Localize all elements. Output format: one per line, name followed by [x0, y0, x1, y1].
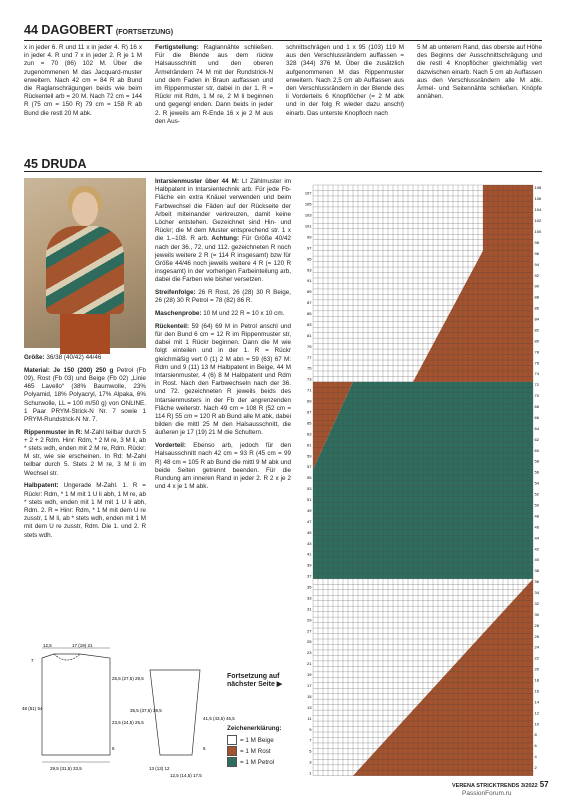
chart-row-label-right: 80 [534, 338, 539, 344]
chart-row-label-left: 65 [307, 420, 312, 426]
chart-row-label-right: 86 [534, 305, 539, 311]
chart-row-label-left: 105 [304, 201, 312, 207]
section-header-dagobert [24, 23, 542, 41]
chart-row-label-right: 26 [534, 633, 539, 639]
fertigstellung-text: Raglannähte schließen. Für die Blende aus dem rückw Halsausschnitt und den oberen Ärmelrändern 74 M mit der Rundstrick-N und dem Faden in Braun auffassen und im Rippenmuster str, dabei in der 1. R = Rückr mit Rdm, 1 M re, 2 M li beginnen und gegengl enden. Dann beids in jeder 2. R jeweils am R-Ende 16 x je 2 M aus den Aus- [155, 44, 273, 125]
legend-swatch-beige [227, 735, 237, 745]
vorder-text: Ebenso arb, jedoch für den Halsausschnitt nach 42 cm = 93 R (45 cm = 99 R) 48 cm = 105 R ab Bund die mittl 9 M abk und beide Seiten getrennt beenden. Für die Rundung am inneren Rand in jeder 2. R 2 x je 2 und 4 x je 1 M abk. [155, 442, 291, 491]
chart-row-label-right: 62 [534, 436, 539, 442]
section-title: 44 DAGOBERT [24, 23, 113, 37]
body-label-3: 7 [31, 658, 34, 663]
chart-row-label-left: 95 [307, 256, 312, 262]
groesse-para [24, 354, 146, 362]
chart-row-label-left: 69 [307, 398, 312, 404]
chart-row-label-right: 12 [534, 710, 539, 716]
chart-row-label-left: 3 [309, 759, 312, 765]
chart-row-label-right: 68 [534, 404, 539, 410]
chart-row-label-left: 5 [309, 748, 312, 754]
chart-row-label-right: 70 [534, 393, 539, 399]
streifen-label: Streifenfolge: [155, 289, 196, 297]
chart-row-label-right: 60 [534, 447, 539, 453]
chart-row-label-right: 36 [534, 579, 539, 585]
chart-row-label-right: 82 [534, 327, 539, 333]
intarsien-para [155, 178, 291, 285]
streifen-para [155, 289, 291, 305]
chart-row-label-right: 40 [534, 557, 539, 563]
chart-row-label-left: 107 [304, 190, 312, 196]
chart-row-label-right: 96 [534, 250, 539, 256]
chart-svg [301, 183, 547, 775]
body-label-1: 12,5 [43, 643, 52, 648]
chart-row-label-right: 46 [534, 524, 539, 530]
chart-row-label-right: 50 [534, 502, 539, 508]
chart-row-label-right: 16 [534, 688, 539, 694]
chart-row-label-left: 29 [307, 617, 312, 623]
chart-row-label-left: 35 [307, 584, 312, 590]
chart-row-label-left: 83 [307, 321, 312, 327]
chart-row-label-left: 103 [304, 212, 312, 218]
maschen-para [155, 310, 291, 318]
chart-row-label-right: 76 [534, 360, 539, 366]
chart-row-label-right: 106 [534, 196, 542, 202]
fertigstellung-label: Fertigstellung: [155, 44, 199, 51]
druda-col-2 [155, 178, 291, 496]
chart-row-label-right: 10 [534, 721, 539, 727]
body-label-8: 29,5 (31,5) 33,5 [50, 766, 82, 771]
chart-row-label-left: 97 [307, 245, 312, 251]
legend-item-petrol [227, 757, 282, 768]
legend-label-beige: = 1 M Beige [240, 737, 274, 744]
chart-row-label-right: 28 [534, 622, 539, 628]
chart-row-label-left: 63 [307, 431, 312, 437]
chart-row-label-right: 8 [534, 732, 537, 738]
chart-row-label-left: 41 [307, 551, 312, 557]
chart-row-label-right: 6 [534, 743, 537, 749]
sleeve-label-4: 13 (13) 12 [149, 766, 170, 771]
chart-row-label-left: 89 [307, 289, 312, 295]
dagobert-col-4 [417, 44, 542, 106]
rippen-label: Rippenmuster in R: [24, 428, 83, 436]
chart-row-label-left: 93 [307, 267, 312, 273]
chart-row-label-left: 43 [307, 540, 312, 546]
material-label: Material: Je 150 (200) 250 g [24, 366, 114, 374]
chart-row-label-right: 18 [534, 677, 539, 683]
chart-row-label-left: 75 [307, 365, 312, 371]
ruecken-text: 59 (64) 69 M in Petrol anschl und für den Bund 6 cm = 12 R im Rippenmuster str, dabei mit 1 Rückr beginnen. Dann die M wie folgt einteilen und in der 1. R = Rückr gleichmäßig vert 0 (1) 2 M abn = 59 (63) 67 M: Rdm und 9 (11) 13 M Halbpatent in Beige, 44 M Intarsienmuster, 4 (6) 8 M Halbpatent und Rdm in Rost. Nach den Farbwechseln nach der 36. und 72. gezeichneten R jeweils beids des Intarsienmusters in der Fb der angrenzenden Fläche weiterstr. Nach 49 cm = 108 R (52 cm = 114 R) 55 cm = 120 R ab Bund alle M abk, dabei bilden die mittl 25 M den Halsausschnitt, die äußeren je 17 (19) 21 M die Schultern. [155, 322, 291, 437]
legend-item-rost [227, 746, 282, 757]
chart-row-label-left: 49 [307, 507, 312, 513]
chart-row-label-right: 30 [534, 611, 539, 617]
dagobert-col-3 [286, 44, 404, 122]
dagobert-text-1: x in jeder 6. R und 11 x in jeder 4. R) 16 x in jeder 4. R und 7 x in jeder 2. R je 1 M zun = 70 (86) 102 M. Über die zugenommenen M das Jacquard-muster erweitern. Nach 42 cm = 84 R ab Bund die Raglanschrägungen beids wie beim Rückenteil arb = 20 M. Nach 72 cm = 144 R (75 cm = 150 R) 79 cm = 158 R ab Bund die restl 20 M abk. [24, 44, 142, 117]
photo-pants [60, 314, 110, 354]
chart-row-label-left: 79 [307, 343, 312, 349]
chart-row-label-left: 33 [307, 595, 312, 601]
body-label-6: 23,5 (24,5) 25,5 [112, 720, 144, 725]
chart-row-label-right: 58 [534, 458, 539, 464]
chart-row-label-left: 21 [307, 661, 312, 667]
halbpatent-text: Ungerade M-Zahl. 1. R = Rückr: Rdm, * 1 M mit 1 U li abh, 1 M re, ab * stets wdh, enden mit 1 M mit 1 U li abh, Rdm. 2. R = Hinr: Rdm, * 1 M mit dem U re zusstr, 1 M li, ab * stets wdh, enden mit 1 M mit dem U re zusstr, Rdm. Die 1. und 2. R stets wdh. [24, 482, 146, 539]
chart-row-label-right: 88 [534, 294, 539, 300]
sleeve-label-3: 6 [203, 746, 206, 751]
section-title-druda: 45 DRUDA [24, 157, 87, 171]
chart-row-label-right: 84 [534, 316, 539, 322]
chart-row-label-left: 11 [307, 715, 312, 721]
chart-row-label-left: 17 [307, 683, 312, 689]
vorder-label: Vorderteil: [155, 442, 187, 450]
body-label-5: 48 (51) 54 [22, 706, 43, 711]
achtung-label: Achtung: [208, 235, 240, 243]
dagobert-text-2 [155, 44, 273, 126]
chart-row-label-right: 2 [534, 765, 537, 771]
halbpatent-para [24, 482, 146, 539]
chart-row-label-right: 42 [534, 546, 539, 552]
chart-row-label-right: 92 [534, 272, 539, 278]
achtung-text: Für Größe 40/42 nach der 36., 72. und 112. gezeichneten R noch jeweils weitere 2 R (= 114 R insgesamt) bzw für Größe 44/46 noch jeweils weitere 4 R (= 120 R insgesamt) in der vorherigen Farbeinteilung arb, dabei die Farben wie bisher versetzen. [155, 235, 291, 284]
chart-row-label-left: 23 [307, 650, 312, 656]
legend-title: Zeichenerklärung: [227, 725, 282, 732]
chart-row-label-left: 31 [307, 606, 312, 612]
chart-row-label-right: 4 [534, 754, 537, 760]
ruecken-para [155, 323, 291, 438]
chart-row-label-right: 14 [534, 699, 539, 705]
chart-row-label-left: 81 [307, 332, 312, 338]
chart-row-label-left: 77 [307, 354, 312, 360]
chart-row-label-left: 7 [309, 737, 312, 743]
legend-item-beige [227, 735, 282, 746]
chart-row-label-left: 61 [307, 442, 312, 448]
streifen-text: 26 R Rost, 26 (28) 30 R Beige, 26 (28) 30 R Petrol = 78 (82) 86 R. [155, 289, 291, 305]
chart-row-label-left: 25 [307, 639, 312, 645]
section-header-druda [24, 157, 542, 172]
chart-row-label-right: 72 [534, 382, 539, 388]
chart-row-label-right: 38 [534, 568, 539, 574]
chart-row-label-left: 9 [309, 726, 312, 732]
chart-row-label-right: 32 [534, 600, 539, 606]
chart-row-label-right: 22 [534, 655, 539, 661]
chart-row-label-left: 37 [307, 573, 312, 579]
chart-row-label-left: 59 [307, 453, 312, 459]
maschen-label: Maschenprobe: [155, 310, 202, 318]
page-number: 57 [539, 780, 549, 789]
photo-sweater [46, 226, 124, 314]
chart-row-label-left: 27 [307, 628, 312, 634]
material-text: Petrol (Fb 09), Rost (Fb 03) und Beige (Fb 02) „Linie 465 Lavello“ (38% Baumwolle, 23% Polyamid, 18% Polyacryl, 17% Alpaka, 6% Schurwolle, LL = 100 m/50 g) von ONLINE. 1 Paar PRYM-Strick-N Nr. 7 sowie 1 PRYM-Rundstrick-N Nr. 7. [24, 366, 146, 423]
chart-row-label-left: 87 [307, 300, 312, 306]
chart-row-label-right: 78 [534, 349, 539, 355]
chart-row-label-left: 57 [307, 464, 312, 470]
chart-row-label-left: 71 [307, 387, 312, 393]
druda-col-1 [24, 354, 146, 544]
chart-row-label-right: 100 [534, 228, 542, 234]
chart-row-label-right: 48 [534, 513, 539, 519]
material-para [24, 367, 146, 424]
vorder-para [155, 442, 291, 491]
ruecken-label: Rückenteil: [155, 322, 189, 330]
legend-swatch-petrol [227, 757, 237, 767]
rippen-text: M-Zahl teilbar durch 5 + 2 + 2 Rdm. Hinr: Rdm, * 2 M re, 3 M li, ab * stets wdh, enden mit 2 M re, Rdm. Rückr: M str, wie sie erscheinen. In Rd: M-Zahl teilbar durch 5. Stets 2 M re, 3 M li im Wechsel str. [24, 428, 146, 477]
chart-row-label-right: 102 [534, 218, 542, 224]
intarsien-text: Lt Zählmuster im Halbpatent in Intarsientechnik arb. Für jede Fb-Fläche ein extra Knäuel verwenden und beim Farbwechsel die Fäden auf der Rückseite der Arbeit miteinander verkreuzen, damit keine Löcher entstehen. Gezeichnet sind Hin- und Rückr; die M dem Muster entsprechend str. 1 x die 1.–108. R arb. [155, 178, 291, 243]
chart-row-label-left: 67 [307, 409, 312, 415]
sleeve-label-1: 35,5 (37,5) 39,5 [130, 708, 162, 713]
model-photo [24, 178, 146, 348]
dagobert-text-3: schnittschrägen und 1 x 95 (103) 119 M aus den Verschlussrändern auffassen = 328 (344) 376 M. Über die zusätzlich aufgenommenen M das Rippenmuster erweitern. Nach 2,5 cm ab Auffassen aus den Verschlussrändern in der Blende des li Vorderteils 6 Knopflöcher (= 2 M abk und in der folg R wieder dazu anschl) einarb. Das unterste Knopfloch nach [286, 44, 404, 117]
chart-row-label-right: 54 [534, 480, 539, 486]
chart-row-label-right: 64 [534, 425, 539, 431]
chart-row-label-right: 90 [534, 283, 539, 289]
legend-swatch-rost [227, 746, 237, 756]
fortsetzung-note: Fortsetzung auf nächster Seite ▶ [227, 673, 283, 688]
schematic-drawings [20, 640, 235, 780]
dagobert-col-2 [155, 44, 273, 131]
halbpatent-label: Halbpatent: [24, 482, 59, 490]
rippen-para [24, 429, 146, 478]
chart-row-label-right: 56 [534, 469, 539, 475]
groesse-text: 36/38 (40/42) 44/46 [44, 354, 102, 361]
section-subtitle: (FORTSETZUNG) [115, 29, 174, 36]
knitting-chart [301, 183, 547, 780]
neck-curve [54, 654, 80, 660]
chart-row-label-left: 1 [309, 770, 312, 776]
chart-row-label-left: 53 [307, 486, 312, 492]
chart-row-label-right: 24 [534, 644, 539, 650]
chart-row-label-right: 104 [534, 207, 542, 213]
legend-label-rost: = 1 M Rost [240, 748, 271, 755]
body-label-7: 6 [112, 746, 115, 751]
chart-row-label-left: 47 [307, 518, 312, 524]
chart-row-label-left: 73 [307, 376, 312, 382]
chart-row-label-left: 55 [307, 475, 312, 481]
legend [227, 725, 282, 768]
chart-row-label-left: 39 [307, 562, 312, 568]
chart-row-label-right: 52 [534, 491, 539, 497]
chart-row-label-left: 99 [307, 234, 312, 240]
chart-row-label-left: 45 [307, 529, 312, 535]
chart-row-label-right: 44 [534, 535, 539, 541]
chart-row-label-right: 20 [534, 666, 539, 672]
chart-row-label-right: 98 [534, 239, 539, 245]
chart-row-label-left: 51 [307, 497, 312, 503]
watermark: PassionForum.ru [462, 790, 512, 797]
chart-row-label-left: 19 [307, 672, 312, 678]
chart-row-label-right: 94 [534, 261, 539, 267]
legend-label-petrol: = 1 M Petrol [240, 759, 275, 766]
dagobert-col-1 [24, 44, 142, 122]
dagobert-text-4: 5 M ab unterem Rand, das oberste auf Höhe des Beginns der Ausschnittschrägung und die restl 4 Knopflöcher gleichmäßig vert dazwischen einarb. Nach 5 cm ab Auffassen aus den Verschlussrändern alle M abk. Ärmel- und Seitennähte schließen. Knöpfe annähen. [417, 44, 542, 101]
body-label-4: 25,5 (27,5) 29,5 [112, 676, 144, 681]
photo-head [72, 192, 98, 226]
chart-row-label-left: 91 [307, 278, 312, 284]
sleeve-label-5: 12,5 (14,5) 17,5 [170, 773, 202, 778]
body-outline [42, 654, 110, 755]
chart-row-label-left: 13 [307, 704, 312, 710]
maschen-text: 10 M und 22 R = 10 x 10 cm. [201, 310, 285, 318]
sleeve-label-2: 41,5 (43,5) 45,5 [203, 716, 235, 721]
chart-row-label-right: 108 [534, 185, 542, 191]
groesse-label: Größe: [24, 354, 45, 361]
body-label-2: 17 (19) 21 [72, 643, 93, 648]
chart-row-label-left: 15 [307, 693, 312, 699]
page-footer [452, 780, 549, 789]
chart-row-label-left: 85 [307, 311, 312, 317]
chart-row-label-right: 34 [534, 590, 539, 596]
chart-row-label-right: 66 [534, 414, 539, 420]
chart-row-label-right: 74 [534, 371, 539, 377]
magazine-name: VERENA STRICKTRENDS 3/2022 [452, 783, 538, 789]
chart-row-label-left: 101 [304, 223, 312, 229]
intarsien-label: Intarsienmuster über 44 M: [155, 178, 239, 185]
